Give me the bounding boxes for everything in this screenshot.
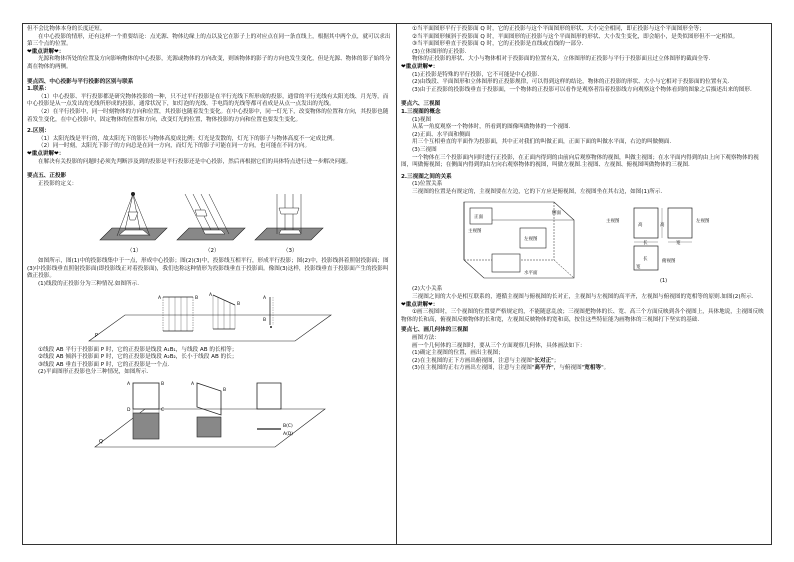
text-line: 但不会比物体本身的长度还短。 bbox=[27, 26, 106, 32]
figure-caption: （2） bbox=[204, 248, 219, 255]
text-paragraph: 三视图之间的大小是相互联系的，遵循主视图与俯视图的长对正，主视图与左视图的高平齐，左视图与俯视图的宽相等的原则.如图(2)所示. bbox=[412, 294, 754, 301]
text-line: 正投影的定义： bbox=[38, 180, 78, 187]
left-column bbox=[22, 23, 397, 545]
dimension-label: 长 bbox=[643, 257, 648, 263]
plane-label: 水平面 bbox=[524, 271, 538, 277]
sub-heading: 1.三视图的概念 bbox=[401, 108, 441, 115]
key-note-heading: ❤重点讲解❤： bbox=[401, 63, 439, 70]
text-line: (3)三视图 bbox=[412, 146, 437, 153]
point-label: A bbox=[262, 295, 266, 301]
text-paragraph: 物体的正投影的形状、大小与物体相对于投影面的位置有关，立体图形的正投影与平行于投影面且过立体图形的截面全等. bbox=[412, 56, 711, 63]
view-label: 俯视图 bbox=[662, 259, 676, 265]
text-line: 画图方法： bbox=[412, 335, 440, 342]
text-paragraph: ①画三视图时，三个视图的位置要严格规定的，不能随意乱放；三视图把物体的长、宽、高三个方面反映到各个视图上，具体地说，主视图反映物体的长和高，俯视图反映物体的长和宽，左视图反映物体的宽和高，按住这些特征能为画物体的三视图打下坚实的基础. bbox=[401, 309, 764, 323]
point-label: B bbox=[262, 317, 266, 323]
text-line: (1)视图 bbox=[412, 116, 432, 123]
plane-label: 正面 bbox=[474, 215, 483, 221]
view-label: 左视图 bbox=[524, 237, 538, 243]
text-line bbox=[401, 365, 767, 373]
section-heading: 要点四、中心投影与平行投影的区别与联系 bbox=[27, 78, 134, 85]
dimension-label: 宽 bbox=[636, 265, 641, 271]
point-label: A bbox=[126, 382, 130, 388]
figure-caption: (1) bbox=[660, 278, 668, 285]
sub-heading: 1.联系： bbox=[27, 86, 50, 93]
text-line: ③线段 AB 垂直于投影面 P 时，它的正投影是一个点. bbox=[38, 361, 170, 368]
central-projection-figure bbox=[100, 192, 167, 254]
text-paragraph: 在中心投影的情形，还有这样一个重要结论：点光源、物体边缘上的点以及它在影子上的对应点在同一条直线上，根据其中两个点，就可以求出第三个点的位置。 bbox=[27, 33, 391, 48]
right-column bbox=[397, 23, 772, 545]
text-line: (1)线段的正投影分为三种情况.如图所示. bbox=[38, 281, 139, 288]
section-heading: 要点六、三视图 bbox=[401, 101, 441, 108]
dimension-label: 长 bbox=[643, 241, 648, 247]
text-line: ②线段 AB 倾斜于投影面 P 时，它的正投影是线段 A₂B₂，长小于线段 AB 的长； bbox=[38, 354, 238, 361]
emphasis-text: 宽相等 bbox=[584, 365, 602, 372]
segment-projection-figure bbox=[85, 291, 335, 345]
key-note-heading: ❤重点讲解❤： bbox=[401, 301, 439, 308]
text-paragraph: （1）中心投影、平行投影都是研究物体投影的一种，只不过平行投影是在平行光线下所形成的投影，通常的平行光线有太阳光线、月光等，而中心投影是从一点发出的光线所形成的投影，通常状况下，如灯泡的光线、手电筒的光线等都可看成是从点一点发出的光线。 bbox=[27, 93, 389, 108]
figure-caption: （1） bbox=[126, 248, 141, 255]
key-note-heading: ❤重点讲解❤： bbox=[27, 48, 65, 55]
text-paragraph: 如图所示，图(1)中的投影线集中于一点，形成中心投影；图(2)(3)中，投影线互相平行，形成平行投影；图(2)中，投影线斜着照射投影面；图(3)中投影线垂直照射投影面(即投影线正对着投影面)，我们也称这种情形为投影线垂直于投影面。像图(3)这样，投影线垂直于投影面产生的投影叫做正投影。 bbox=[27, 258, 389, 280]
point-label: D bbox=[126, 408, 130, 414]
emphasis-text: 高平齐 bbox=[534, 365, 552, 372]
plane-label: Q bbox=[98, 439, 103, 446]
point-label: B bbox=[160, 382, 164, 388]
text-paragraph: 三视图的位置是有规定的，主视图要在左边，它的下方应是俯视图，左视图坐在其右边，如图(1)所示. bbox=[412, 188, 663, 195]
text-line: (2)大小关系 bbox=[412, 286, 443, 293]
text-paragraph: ②当平面图形倾斜于投影面 Q 时，平面图形的正投影与这个平面图形的形状、大小发生变化，即会缩小，是类似图形但不一定相似。 bbox=[412, 33, 739, 40]
plane-label: 侧面 bbox=[552, 211, 561, 217]
orthographic-projection-figure bbox=[255, 194, 323, 254]
dimension-label: 高 bbox=[638, 223, 643, 229]
text-paragraph: 在解决有关投影的问题时必须先判断涉及到的投影是平行投影还是中心投影，然后再根据它们的具体特点进行进一步解决问题。 bbox=[38, 158, 352, 165]
emphasis-text: 长对正 bbox=[534, 357, 552, 364]
text-fragment: "，与俯视图" bbox=[551, 365, 585, 372]
three-view-figures bbox=[434, 198, 734, 284]
text-paragraph: (2)由线段、平面图形和立体图形的正投影规律，可以得到这样的结论，物体的正投影的形状、大小与它相对于投影面的位置有关. bbox=[412, 79, 730, 86]
text-fragment: "。 bbox=[601, 365, 610, 372]
text-paragraph: ①当平面图形平行于投影面 Q 时，它的正投影与这个平面图形的形状、大小完全相同，即正投影与这个平面图形全等； bbox=[412, 26, 705, 32]
text-line: 从某一角度观察一个物体时，所看到的图像叫做物体的一个视图. bbox=[412, 124, 571, 131]
text-fragment: (2)在主视图的正下方画出俯视图，注意与主视图" bbox=[412, 357, 535, 364]
text-paragraph: 光源和物体所处的位置及方向影响物体的中心投影，光源或物体的方向改变，则该物体的影子的方向也发生变化，但是光源、物体的影子始终分离在物体的两侧。 bbox=[27, 56, 391, 70]
text-line: (1)确定主视图的位置，画出主视图； bbox=[412, 350, 504, 357]
text-line: (3)立体图形的正投影. bbox=[412, 48, 467, 55]
plane-projection-figure bbox=[85, 379, 335, 451]
projection-box-figure bbox=[464, 202, 574, 278]
point-label: B(C) bbox=[282, 424, 293, 430]
projection-figures bbox=[95, 190, 325, 256]
text-paragraph: (3)由于正投影的投影线垂直于投影面，一个物体的正投影可以看作是观察者沿着投影线方向观察这个物体看到的图象之后描述出来的图形. bbox=[412, 86, 752, 93]
point-label: B bbox=[236, 301, 240, 307]
key-note-heading: ❤重点讲解❤： bbox=[27, 150, 65, 157]
sub-heading: 2.区别： bbox=[27, 128, 50, 135]
dimension-label: 宽 bbox=[676, 241, 681, 247]
text-line: (1)正投影是特殊的平行投影，它不可能是中心投影. bbox=[412, 71, 540, 78]
text-paragraph: （1）太阳光线是平行的，故太阳光下的影长与物体高度成比例；灯光是发散的，灯光下的影子与物体高度不一定成比例。 bbox=[38, 135, 339, 142]
view-label: 左视图 bbox=[696, 219, 710, 225]
section-heading: 要点七、画几何体的三视图 bbox=[401, 327, 469, 334]
text-line: ①线段 AB 平行于投影面 P 时，它的正投影是线段 A₁B₁，与线段 AB 的长相等； bbox=[38, 346, 238, 353]
text-line: ③当平面图形垂直于投影面 Q 时，它的正投影是直线或直线的一部分. bbox=[412, 41, 584, 48]
text-fragment: "； bbox=[551, 357, 560, 364]
section-heading: 要点五、正投影 bbox=[27, 173, 67, 180]
text-paragraph: （2）同一时刻，太阳光下影子的方向总是在同一方向，而灯光下的影子可能在同一方向，也可能在不同方向。 bbox=[38, 143, 311, 150]
text-paragraph: 一个物体在三个投影面内同时进行正投影，在正面内得到的由前向后观察物体的视图，叫做主视图；在水平面内得到的由上向下观察物体的视图，叫做俯视图；在侧面内得到的由左向右观察物体的视图，叫做左视图.主视图、左视图、俯视图叫做物体的三视图. bbox=[401, 154, 759, 169]
three-view-layout-figure bbox=[606, 208, 710, 284]
plane-label: P bbox=[94, 332, 98, 339]
point-label: A bbox=[190, 382, 194, 388]
text-line: (2)平面图形正投影也分三种情况，如图所示. bbox=[38, 369, 149, 376]
view-label: 主视图 bbox=[606, 219, 620, 225]
oblique-projection-figure bbox=[177, 194, 245, 254]
point-label: B bbox=[222, 388, 226, 394]
text-line: (1)位置关系 bbox=[412, 181, 443, 188]
dimension-label: 高 bbox=[660, 223, 665, 229]
sub-heading: 2.三视图之间的关系 bbox=[401, 173, 452, 180]
point-label: A bbox=[157, 295, 161, 301]
text-paragraph: （2）在平行投影中，同一时刻物体的方向和位置，其投影也随着发生变化。在中心投影中，同一灯光下，改变物体的位置和方向，其投影也随着发生变化，在中心投影中，固定物体的位置和方向，改变灯光的位置，物体投影的方向和位置也要发生变化。 bbox=[27, 108, 389, 123]
point-label: A(D) bbox=[282, 432, 293, 438]
point-label: C bbox=[160, 408, 164, 414]
text-line: 画一个几何体的三视图时，要从三个方面观察几何体，具体画法如下： bbox=[412, 342, 586, 349]
text-fragment: (3)在主视图的正右方画出左视图，注意与主视图" bbox=[412, 365, 535, 372]
point-label: A bbox=[208, 292, 212, 298]
text-line: (2)正面、水平面和侧面 bbox=[412, 131, 471, 138]
text-paragraph: 用三个互相垂直的平面作为投影面，其中正对我们的叫做正面，正面下面的叫做水平面，右边的叫做侧面. bbox=[412, 139, 672, 146]
figure-caption: （3） bbox=[282, 248, 297, 255]
view-label: 主视图 bbox=[468, 229, 482, 235]
point-label: B bbox=[194, 295, 198, 301]
